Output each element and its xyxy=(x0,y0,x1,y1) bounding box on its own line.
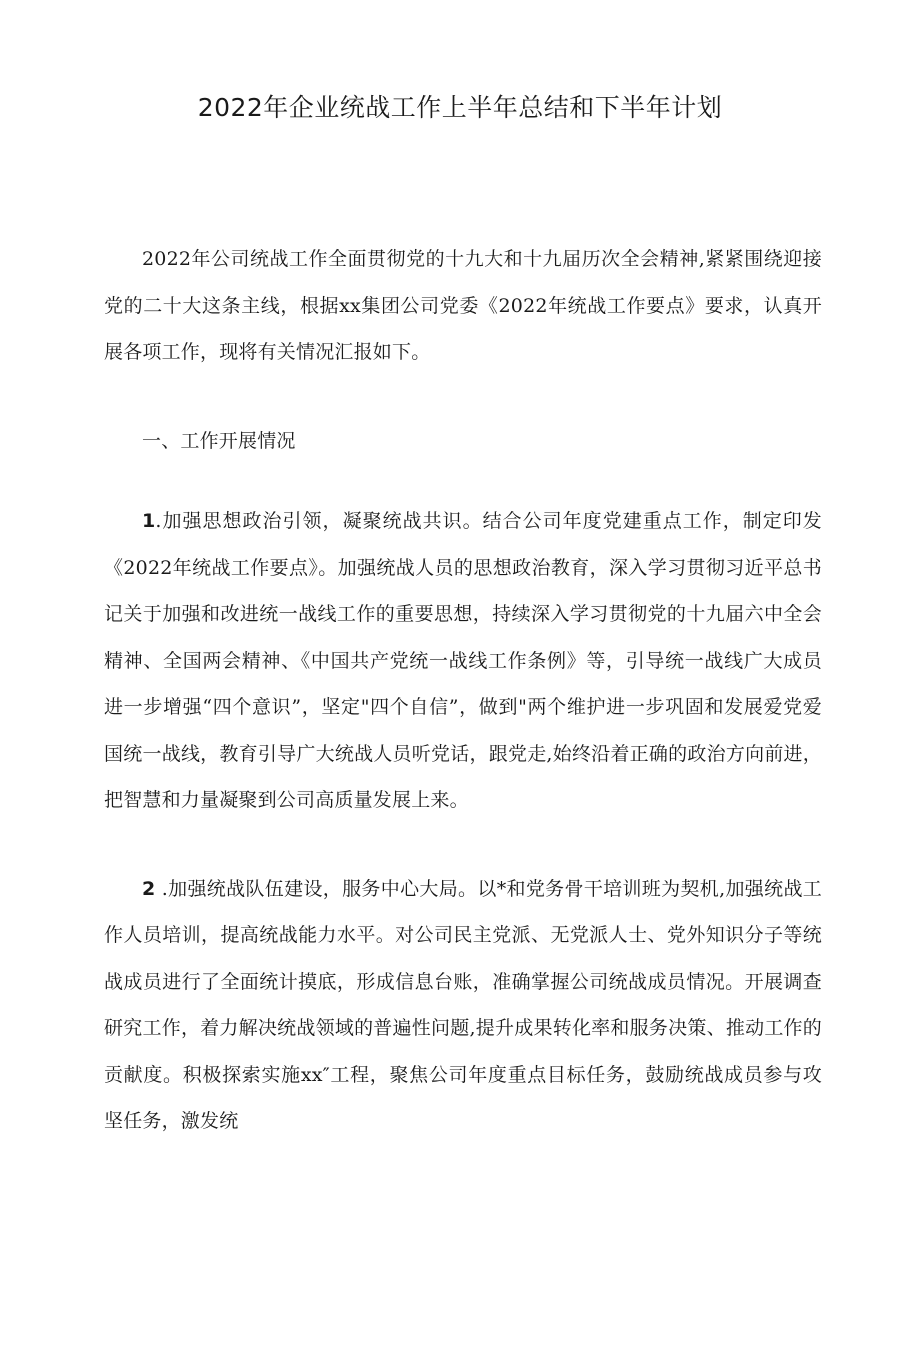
item-number: 2 xyxy=(142,877,156,900)
intro-paragraph: 2022年公司统战工作全面贯彻党的十九大和十九届历次全会精神,紧紧围绕迎接党的二十大这条主线，根据xx集团公司党委《2022年统战工作要点》要求，认真开展各项工作，现将有关情况汇报如下。 xyxy=(104,248,822,363)
item-text: .加强统战队伍建设，服务中心大局。以*和党务骨干培训班为契机,加强统战工作人员培训，提高统战能力水平。对公司民主党派、无党派人士、党外知识分子等统战成员进行了全面统计摸底，形成信息台账，准确掌握公司统战成员情况。开展调查研究工作，着力解决统战领域的普遍性问题,提升成果转化率和服务决策、推动工作的贡献度。积极探索实施xx″工程，聚焦公司年度重点目标任务，鼓励统战成员参与攻坚任务，激发统 xyxy=(104,877,822,1132)
item-paragraph-1 xyxy=(104,498,822,824)
document-title: 2022年企业统战工作上半年总结和下半年计划 xyxy=(197,93,723,122)
item-number: 1 xyxy=(142,510,156,532)
section-heading: 一、工作开展情况 xyxy=(142,429,296,452)
document-body xyxy=(104,236,822,1187)
item-paragraph-2 xyxy=(104,866,822,1145)
item-text: .加强思想政治引领，凝聚统战共识。结合公司年度党建重点工作，制定印发《2022年统战工作要点》。加强统战人员的思想政治教育，深入学习贯彻习近平总书记关于加强和改进统一战线工作的重要思想，持续深入学习贯彻党的十九届六中全会精神、全国两会精神、《中国共产党统一战线工作条例》等，引导统一战线广大成员进一步增强“四个意识”，坚定"四个自信”，做到"两个维护进一步巩固和发展爱党爱国统一战线，教育引导广大统战人员听党话，跟党走,始终沿着正确的政治方向前进，把智慧和力量凝聚到公司高质量发展上来。 xyxy=(104,510,822,811)
